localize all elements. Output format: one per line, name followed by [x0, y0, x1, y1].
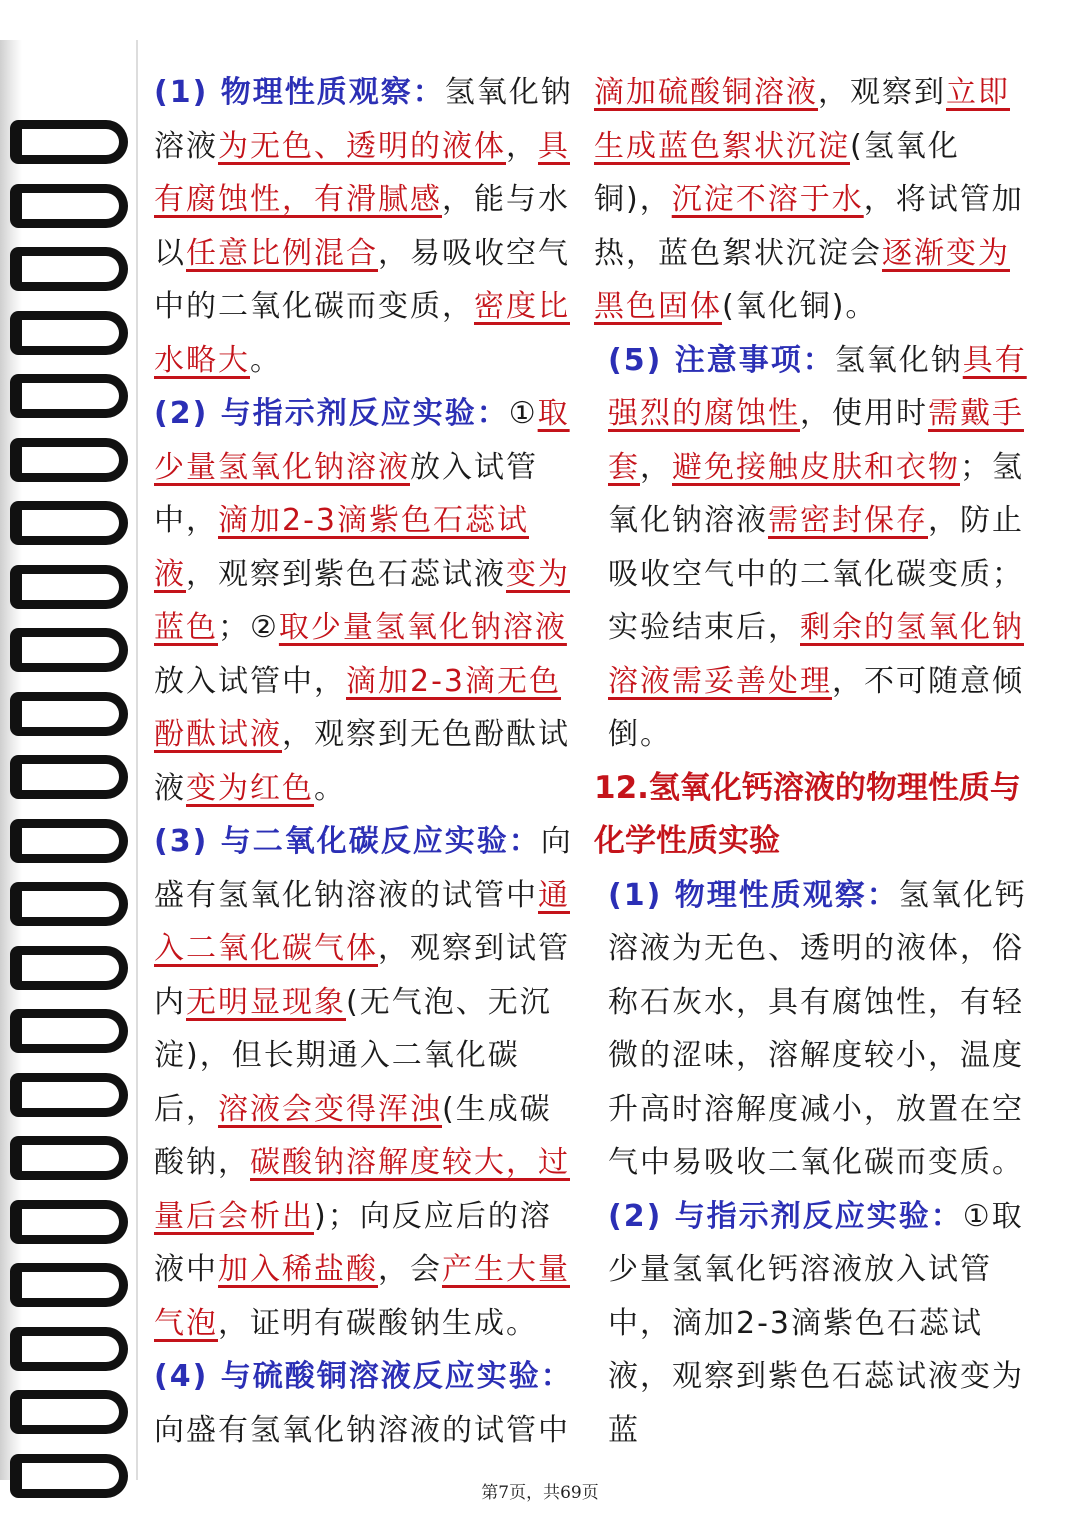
key-point: 避免接触皮肤和衣物 [672, 449, 960, 485]
subheading: (5) 注意事项： [608, 342, 835, 378]
section-title: 12.氢氧化钙溶液的物理性质与化学性质实验 [594, 769, 1021, 859]
text-run: (生成碳酸钠， [154, 1091, 552, 1180]
text-run: ，观察到试管内 [154, 931, 570, 1020]
text-run: ，会 [378, 1252, 442, 1287]
key-point: 需密封保存 [768, 503, 928, 538]
page-edge [136, 40, 138, 1480]
text-run: 氢氧化钙溶液为无色、透明的液体，俗称石灰水，具有腐蚀性，有轻微的涩味，溶解度较小，温度升高时溶解度减小，放置在空气中易吸收二氧化碳而变质。 [608, 877, 1027, 1180]
key-point: 密度比水略大 [154, 289, 570, 378]
key-point: 为无色、透明的液体 [218, 128, 506, 164]
text-run: 向盛有氢氧化钠溶液的试管中 [154, 1412, 570, 1448]
text-run: ，将试管加热，蓝色絮状沉淀会 [594, 182, 1024, 271]
text-run: ；② [218, 610, 279, 645]
subheading: (2) 与指示剂反应实验： [154, 396, 509, 431]
binding-ring [10, 247, 128, 291]
text-run: 。 [250, 342, 282, 378]
key-point: 碳酸钠溶解度较大，过量后会析出 [154, 1145, 570, 1234]
key-point: 剩余的氢氧化钠溶液需妥善处理 [608, 610, 1024, 699]
spiral-binding [0, 40, 138, 1480]
binding-ring [10, 374, 128, 418]
binding-ring [10, 1136, 128, 1180]
text-run: ，能与水以 [154, 182, 570, 271]
text-run: )；向反应后的溶液中 [154, 1198, 552, 1287]
text-run: 。 [314, 770, 346, 806]
text-run: ， [506, 128, 538, 164]
paragraph [140, 387, 576, 815]
text-run: 氢氧化钠 [834, 342, 963, 378]
left-column [140, 66, 576, 1457]
key-point: 取少量氢氧化钠溶液 [154, 396, 570, 485]
text-run: 放入试管中， [154, 663, 346, 699]
text-run: ，证明有碳酸钠生成。 [218, 1305, 538, 1341]
subheading: (1) 物理性质观察： [608, 877, 899, 913]
binding-ring [10, 1009, 128, 1053]
key-point: 滴加硫酸铜溶液 [594, 75, 818, 110]
text-run: 氢氧化钠溶液 [154, 75, 573, 164]
key-point: 无明显现象 [186, 984, 346, 1020]
key-point: 变为红色 [186, 770, 314, 806]
binding-ring [10, 311, 128, 355]
binding-ring [10, 1390, 128, 1434]
key-point: 具有腐蚀性，有滑腻感 [154, 128, 570, 217]
text-run: ，不可随意倾倒。 [608, 663, 1024, 752]
binding-ring [10, 120, 128, 164]
text-run: ① [508, 396, 538, 431]
text-run: ，观察到 [818, 75, 946, 110]
paragraph [594, 66, 1032, 334]
right-column [594, 66, 1032, 1457]
text-run: ，观察到无色酚酞试液 [154, 717, 570, 806]
paragraph [140, 1350, 576, 1457]
paragraph [594, 1190, 1032, 1458]
binding-ring [10, 565, 128, 609]
binding-ring [10, 1263, 128, 1307]
binding-ring [10, 946, 128, 990]
key-point: 滴加2-3滴无色酚酞试液 [154, 663, 561, 752]
subheading: (1) 物理性质观察： [154, 75, 445, 110]
binding-ring [10, 1073, 128, 1117]
binding-ring [10, 501, 128, 545]
key-point: 立即生成蓝色絮状沉淀 [594, 75, 1010, 164]
paragraph [140, 66, 576, 387]
key-point: 沉淀不溶于水 [671, 182, 864, 217]
key-point: 溶液会变得浑浊 [218, 1091, 442, 1127]
text-run: ①取少量氢氧化钙溶液放入试管中，滴加2-3滴紫色石蕊试液，观察到紫色石蕊试液变为蓝 [608, 1198, 1024, 1448]
key-point: 变为蓝色 [154, 556, 570, 645]
text-run: ，防止吸收空气中的二氧化碳变质；实验结束后， [608, 503, 1024, 645]
text-run: (氧化铜)。 [722, 289, 878, 324]
key-point: 产生大量气泡 [154, 1252, 570, 1341]
page-number: 第7页，共69页 [481, 1483, 599, 1503]
binding-ring [10, 628, 128, 672]
text-run: ， [640, 449, 672, 485]
binding-ring [10, 438, 128, 482]
paragraph [594, 869, 1032, 1190]
text-run: ，观察到紫色石蕊试液 [186, 556, 506, 592]
key-point: 取少量氢氧化钠溶液 [278, 610, 567, 645]
key-point: 逐渐变为黑色固体 [594, 235, 1010, 324]
key-point: 需戴手套 [608, 396, 1024, 485]
binding-ring [10, 692, 128, 736]
text-run: (氢氧化铜)， [594, 128, 960, 217]
paragraph [140, 815, 576, 1350]
subheading: (2) 与指示剂反应实验： [608, 1198, 963, 1234]
binding-ring [10, 755, 128, 799]
subheading: (4) 与硫酸铜溶液反应实验： [154, 1359, 573, 1394]
binding-ring [10, 184, 128, 228]
text-run: ；氢氧化钠溶液 [608, 449, 1024, 538]
key-point: 通入二氧化碳气体 [154, 877, 570, 966]
key-point: 任意比例混合 [186, 235, 378, 271]
text-run: ，易吸收空气中的二氧化碳而变质， [154, 235, 570, 324]
text-run: 放入试管中， [154, 449, 538, 538]
text-run: 向盛有氢氧化钠溶液的试管中 [154, 824, 573, 913]
binding-ring [10, 819, 128, 863]
binding-ring [10, 1327, 128, 1371]
text-run: (无气泡、无沉淀)，但长期通入二氧化碳后， [154, 984, 552, 1127]
binding-ring [10, 1200, 128, 1244]
text-run: ，使用时 [800, 396, 928, 431]
subheading: (3) 与二氧化碳反应实验： [154, 824, 541, 859]
paragraph [594, 334, 1032, 762]
key-point: 加入稀盐酸 [218, 1252, 378, 1287]
key-point: 滴加2-3滴紫色石蕊试液 [154, 503, 529, 592]
binding-ring [10, 882, 128, 926]
key-point: 具有强烈的腐蚀性 [608, 342, 1027, 431]
